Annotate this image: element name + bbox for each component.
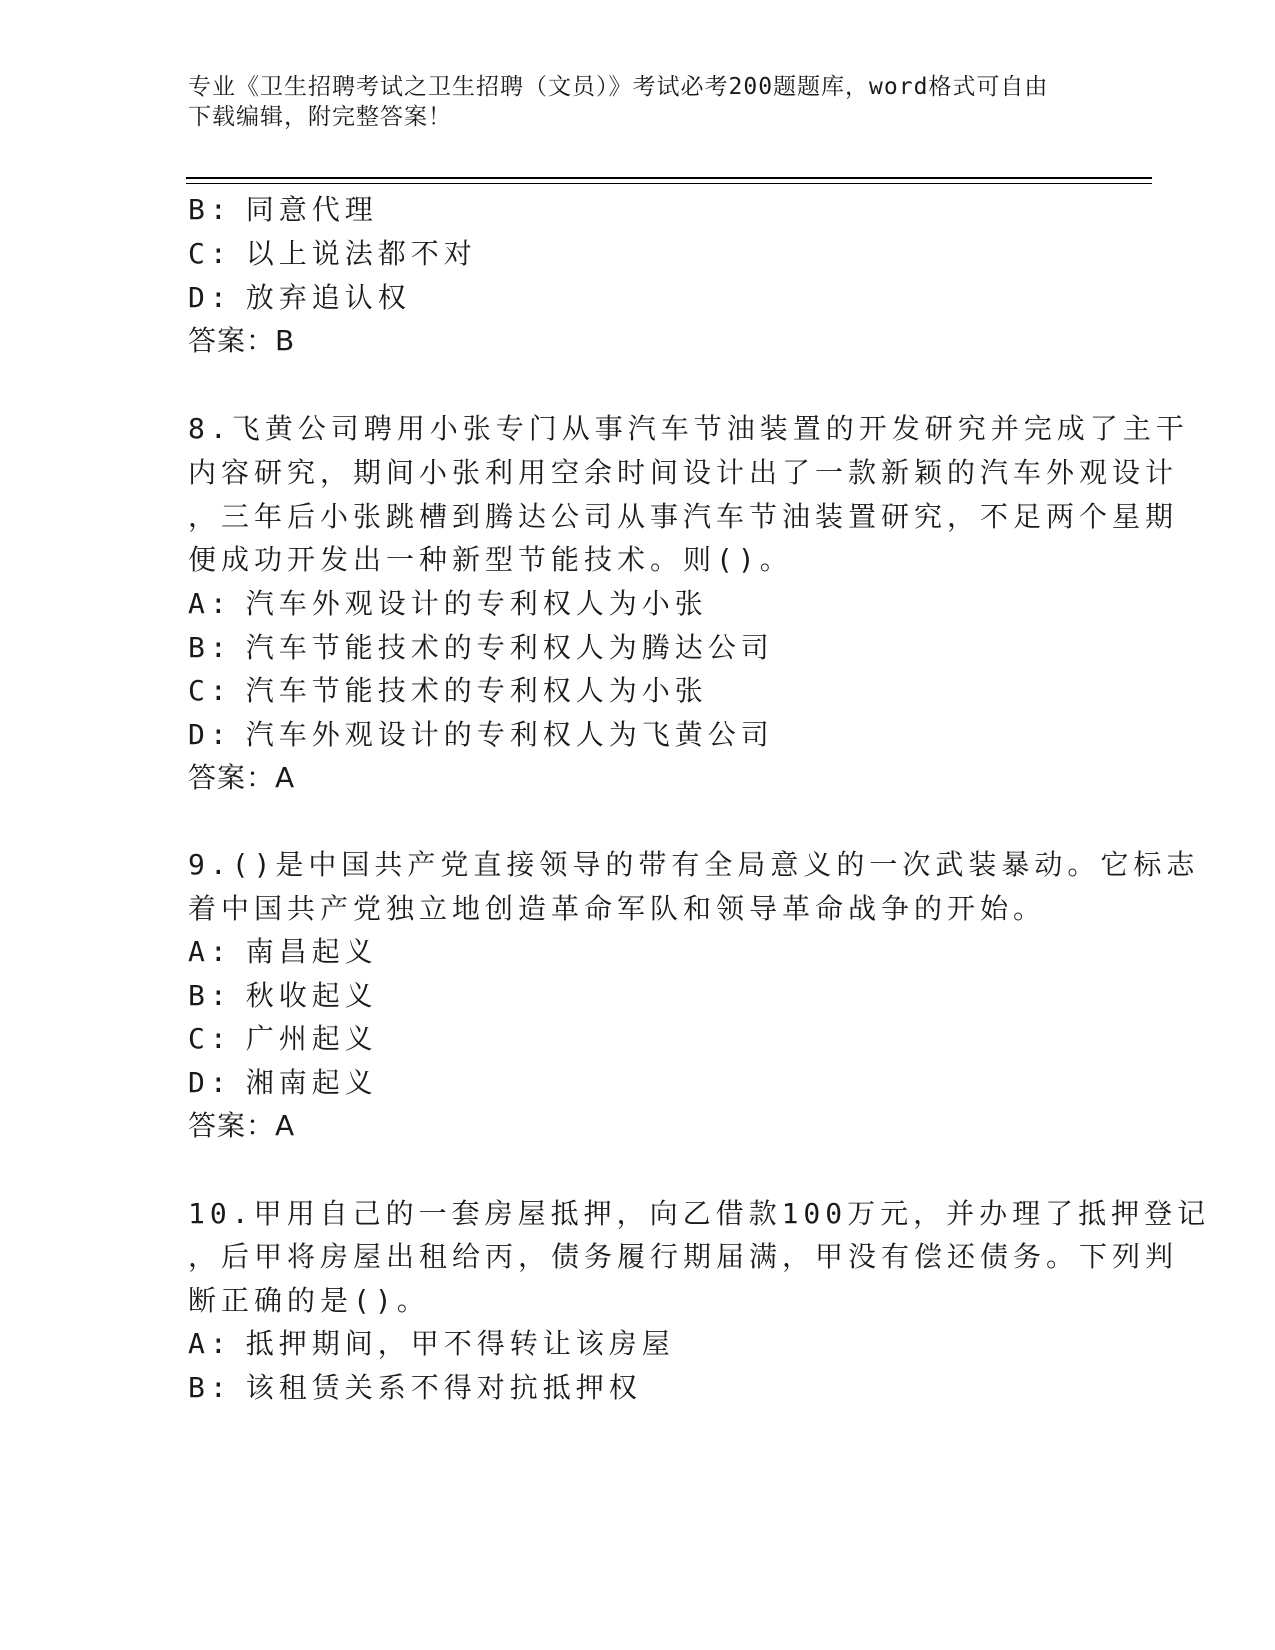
option-key: A: [188, 587, 232, 620]
question-8-line: 便成功开发出一种新型节能技术。则()。 [188, 543, 793, 576]
question-10-line: 断正确的是()。 [188, 1284, 430, 1317]
option-text: 抵押期间，甲不得转让该房屋 [245, 1327, 675, 1360]
option-b [188, 1370, 642, 1406]
option-key: B: [188, 631, 232, 664]
answer-line: 答案：B [188, 324, 296, 357]
option-text: 汽车外观设计的专利权人为小张 [245, 587, 708, 620]
question-9-line: 着中国共产党独立地创造革命军队和领导革命战争的开始。 [188, 892, 1047, 925]
option-d [188, 280, 411, 316]
option-key: A: [188, 935, 232, 968]
question-10-line: 10.甲用自己的一套房屋抵押，向乙借款100万元，并办理了抵押登记 [188, 1197, 1211, 1230]
option-text: 湘南起义 [245, 1066, 378, 1099]
option-a [188, 586, 708, 622]
option-key: C: [188, 674, 232, 707]
header-divider-thick [186, 177, 1152, 179]
option-b [188, 630, 774, 666]
option-text: 以上说法都不对 [245, 237, 477, 270]
option-key: B: [188, 1371, 232, 1404]
option-b [188, 978, 378, 1014]
answer-line: 答案：A [188, 761, 296, 794]
option-d [188, 717, 774, 753]
option-c [188, 1021, 378, 1057]
option-b [188, 192, 378, 228]
option-text: 放弃追认权 [245, 281, 411, 314]
question-9-line: 9.()是中国共产党直接领导的带有全局意义的一次武装暴动。它标志 [188, 848, 1200, 881]
option-key: D: [188, 281, 232, 314]
option-text: 汽车外观设计的专利权人为飞黄公司 [245, 718, 774, 751]
option-text: 汽车节能技术的专利权人为小张 [245, 674, 708, 707]
option-key: D: [188, 1066, 232, 1099]
option-d [188, 1065, 378, 1101]
header-divider-thin [186, 183, 1152, 184]
option-text: 广州起义 [245, 1022, 378, 1055]
question-8-line: 内容研究，期间小张利用空余时间设计出了一款新颖的汽车外观设计 [188, 456, 1179, 489]
option-key: C: [188, 1022, 232, 1055]
option-a [188, 1326, 675, 1362]
option-key: B: [188, 193, 232, 226]
option-text: 南昌起义 [245, 935, 378, 968]
option-a [188, 934, 378, 970]
option-text: 该租赁关系不得对抗抵押权 [245, 1371, 642, 1404]
option-text: 同意代理 [245, 193, 378, 226]
question-10-line: ，后甲将房屋出租给丙，债务履行期届满，甲没有偿还债务。下列判 [188, 1240, 1179, 1273]
option-text: 汽车节能技术的专利权人为腾达公司 [245, 631, 774, 664]
option-key: D: [188, 718, 232, 751]
option-key: B: [188, 979, 232, 1012]
option-text: 秋收起义 [245, 979, 378, 1012]
option-key: C: [188, 237, 232, 270]
answer-line: 答案：A [188, 1109, 296, 1142]
question-8-line: ，三年后小张跳槽到腾达公司从事汽车节油装置研究，不足两个星期 [188, 500, 1179, 533]
question-8-line: 8.飞黄公司聘用小张专门从事汽车节油装置的开发研究并完成了主干 [188, 412, 1189, 445]
option-c [188, 236, 477, 272]
page-header: 专业《卫生招聘考试之卫生招聘（文员）》考试必考200题题库，word格式可自由下载编辑，附完整答案！ [188, 74, 1049, 130]
option-key: A: [188, 1327, 232, 1360]
option-c [188, 673, 708, 709]
